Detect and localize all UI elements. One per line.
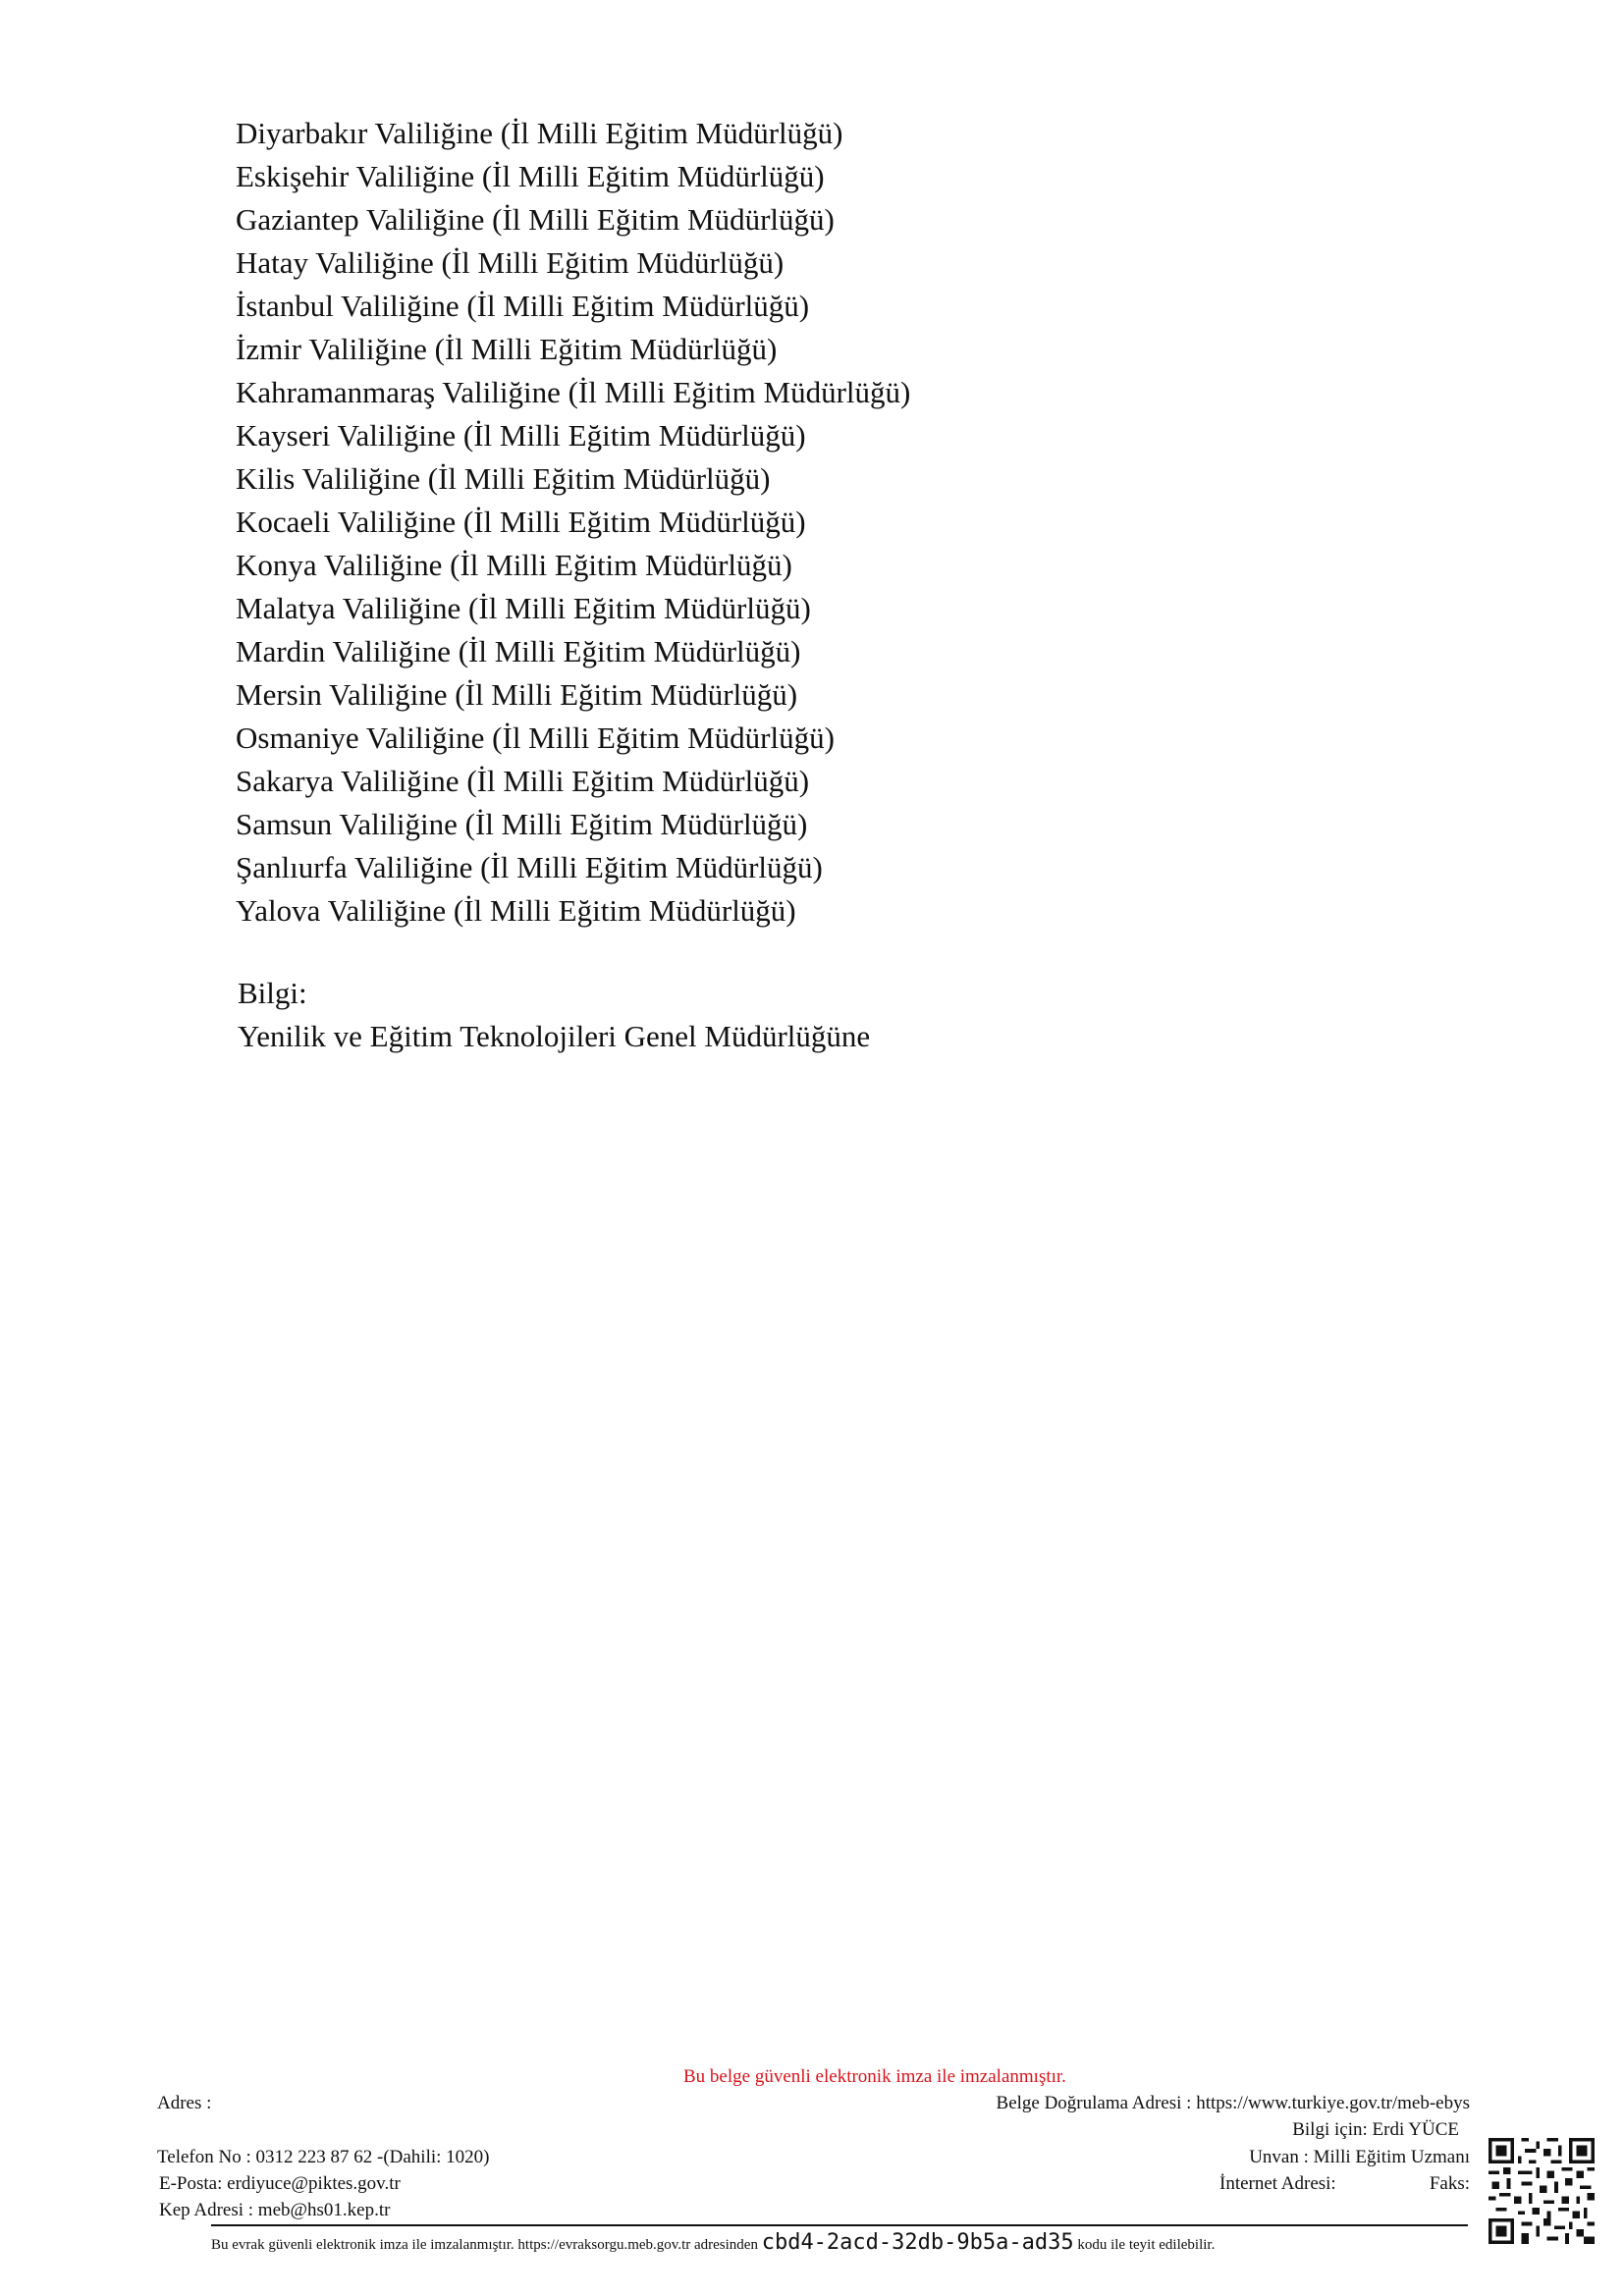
kep-address[interactable]: Kep Adresi : meb@hs01.kep.tr — [159, 2200, 391, 2220]
fax-label: Faks: — [1429, 2173, 1470, 2194]
recipient-item: İzmir Valiliğine (İl Milli Eğitim Müdürlüğü) — [236, 332, 778, 366]
qr-code-icon[interactable] — [1489, 2138, 1595, 2244]
phone-number: Telefon No : 0312 223 87 62 -(Dahili: 1020) — [157, 2147, 490, 2167]
recipient-item: Mersin Valiliğine (İl Milli Eğitim Müdürlüğü) — [236, 677, 798, 712]
recipient-item: Kilis Valiliğine (İl Milli Eğitim Müdürlüğü) — [236, 461, 771, 496]
info-block — [238, 972, 870, 1058]
contact-person: Bilgi için: Erdi YÜCE — [1292, 2119, 1459, 2140]
recipient-list — [236, 112, 910, 933]
email-address[interactable]: E-Posta: erdiyuce@piktes.gov.tr — [159, 2173, 401, 2194]
recipient-item: Diyarbakır Valiliğine (İl Milli Eğitim Müdürlüğü) — [236, 116, 843, 150]
recipient-item: Gaziantep Valiliğine (İl Milli Eğitim Müdürlüğü) — [236, 202, 835, 237]
info-heading: Bilgi: — [238, 976, 307, 1010]
verification-line — [211, 2228, 1468, 2260]
footer-divider — [211, 2224, 1468, 2226]
recipient-item: Malatya Valiliğine (İl Milli Eğitim Müdürlüğü) — [236, 591, 811, 625]
info-recipient: Yenilik ve Eğitim Teknolojileri Genel Müdürlüğüne — [238, 1019, 871, 1053]
verification-address[interactable]: Belge Doğrulama Adresi : https://www.turkiye.gov.tr/meb-ebys — [996, 2093, 1470, 2113]
recipient-item: İstanbul Valiliğine (İl Milli Eğitim Müdürlüğü) — [236, 289, 810, 323]
recipient-item: Kocaeli Valiliğine (İl Milli Eğitim Müdürlüğü) — [236, 505, 806, 539]
internet-address-label: İnternet Adresi: — [1219, 2173, 1336, 2194]
verification-text: Bu evrak güvenli elektronik imza ile imzalanmıştır. https://evraksorgu.meb.gov.tr adresinden — [211, 2237, 758, 2253]
recipient-item: Hatay Valiliğine (İl Milli Eğitim Müdürlüğü) — [236, 245, 785, 280]
staff-title: Unvan : Milli Eğitim Uzmanı — [1249, 2147, 1470, 2167]
recipient-item: Samsun Valiliğine (İl Milli Eğitim Müdürlüğü) — [236, 807, 808, 841]
recipient-item: Kayseri Valiliğine (İl Milli Eğitim Müdürlüğü) — [236, 418, 806, 453]
verification-suffix: kodu ile teyit edilebilir. — [1077, 2237, 1216, 2253]
e-signature-notice: Bu belge güvenli elektronik imza ile imzalanmıştır. — [683, 2066, 1066, 2087]
recipient-item: Konya Valiliğine (İl Milli Eğitim Müdürlüğü) — [236, 548, 792, 582]
verification-code: cbd4-2acd-32db-9b5a-ad35 — [761, 2230, 1074, 2255]
recipient-item: Kahramanmaraş Valiliğine (İl Milli Eğitim Müdürlüğü) — [236, 375, 911, 409]
recipient-item: Şanlıurfa Valiliğine (İl Milli Eğitim Müdürlüğü) — [236, 850, 823, 884]
address-label: Adres : — [157, 2093, 212, 2113]
recipient-item: Yalova Valiliğine (İl Milli Eğitim Müdürlüğü) — [236, 893, 796, 928]
recipient-item: Sakarya Valiliğine (İl Milli Eğitim Müdürlüğü) — [236, 764, 810, 798]
recipient-item: Eskişehir Valiliğine (İl Milli Eğitim Müdürlüğü) — [236, 159, 825, 193]
recipient-item: Mardin Valiliğine (İl Milli Eğitim Müdürlüğü) — [236, 634, 801, 668]
recipient-item: Osmaniye Valiliğine (İl Milli Eğitim Müdürlüğü) — [236, 721, 835, 755]
